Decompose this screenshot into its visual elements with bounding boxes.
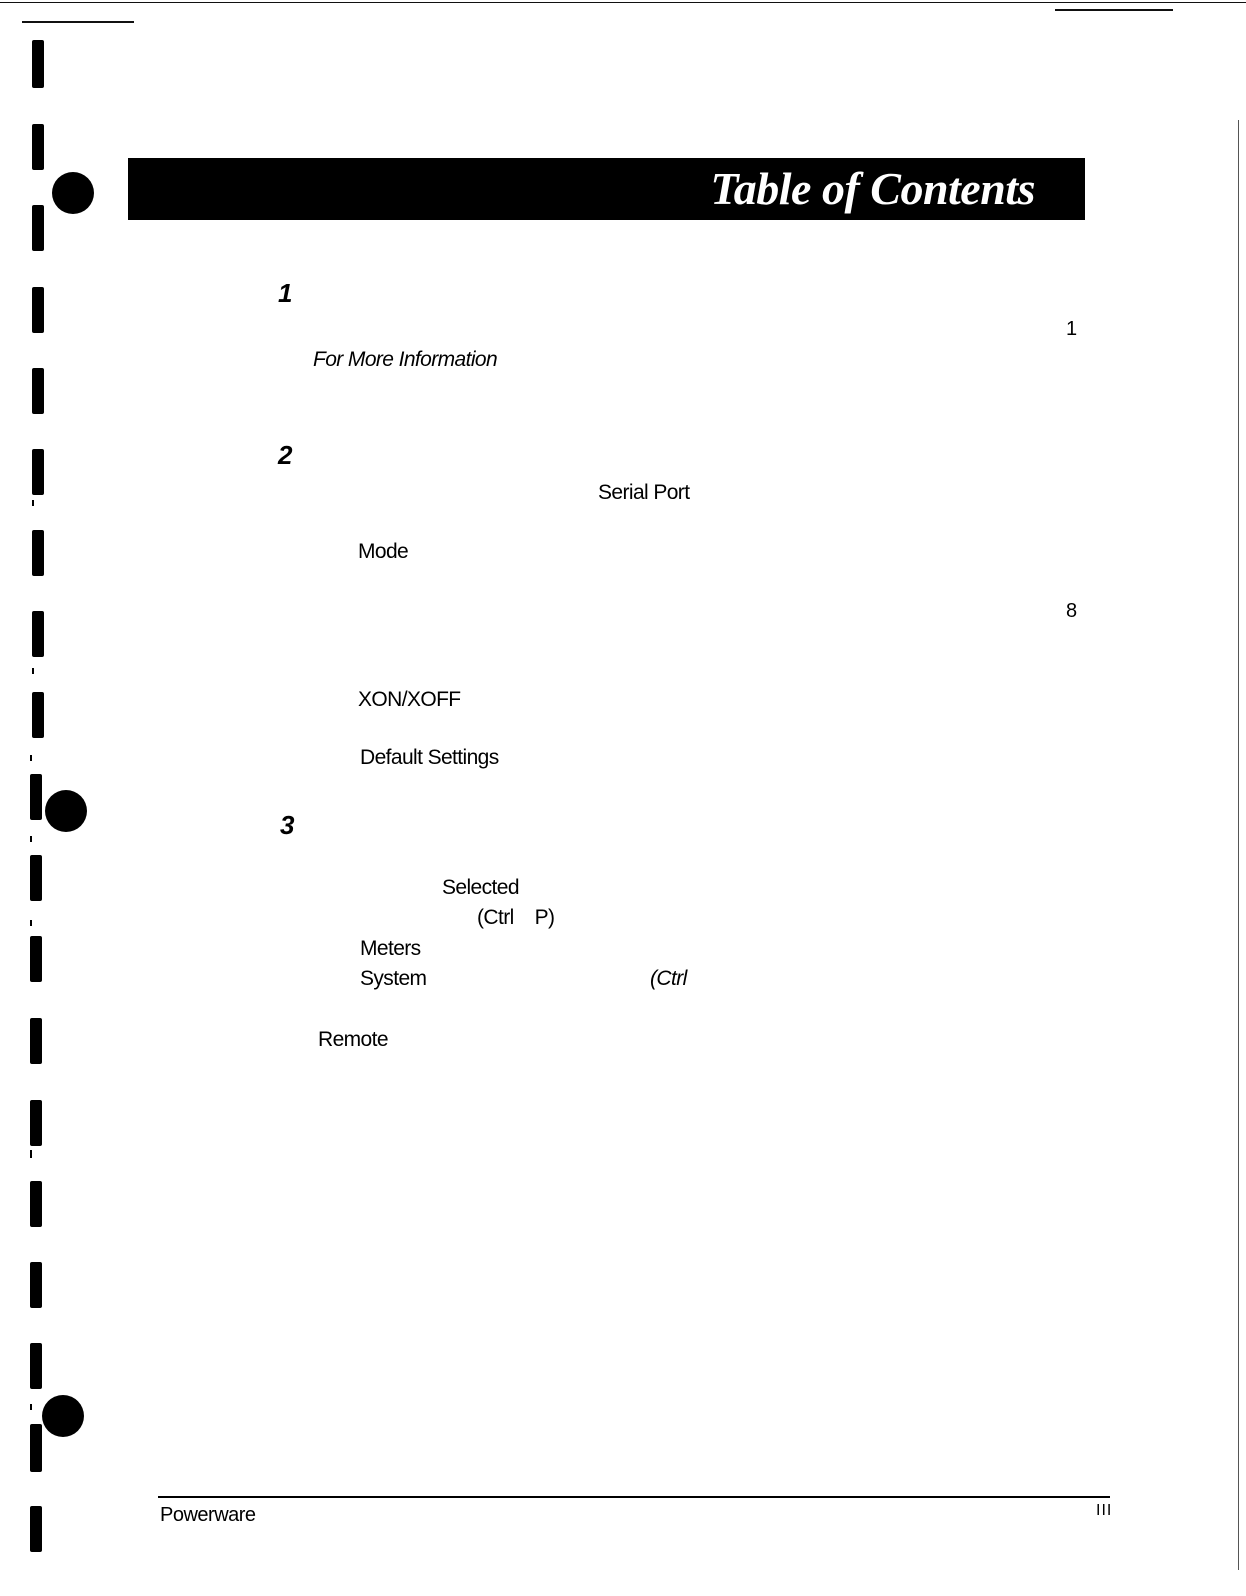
page-number: 8 bbox=[1066, 600, 1078, 622]
binding-bar bbox=[32, 692, 44, 738]
toc-entry: System bbox=[360, 967, 427, 990]
binding-bar bbox=[30, 774, 42, 820]
punch-hole bbox=[45, 790, 87, 832]
binding-bar bbox=[32, 611, 44, 657]
scan-speck bbox=[32, 668, 34, 674]
binding-bar bbox=[30, 1506, 42, 1552]
footer-page-number: III bbox=[1096, 1502, 1113, 1519]
title-banner bbox=[128, 158, 1085, 220]
footer-rule bbox=[158, 1496, 1110, 1498]
scan-speck bbox=[30, 836, 32, 842]
scan-speck bbox=[32, 500, 34, 506]
toc-entry: Remote bbox=[318, 1028, 388, 1051]
toc-entry: Selected bbox=[442, 876, 519, 899]
page-title: Table of Contents bbox=[710, 163, 1035, 214]
binding-bar bbox=[32, 530, 44, 576]
binding-bar bbox=[32, 205, 44, 251]
toc-entry: XON/XOFF bbox=[358, 688, 461, 711]
binding-bar bbox=[32, 124, 44, 170]
binding-bar bbox=[30, 855, 42, 901]
scan-edge-line bbox=[22, 21, 134, 23]
scan-speck bbox=[30, 1404, 32, 1410]
toc-entry: Meters bbox=[360, 937, 421, 960]
punch-hole bbox=[52, 172, 94, 214]
binding-bar bbox=[30, 1262, 42, 1308]
toc-entry: Default Settings bbox=[360, 746, 499, 769]
binding-bar bbox=[32, 287, 44, 333]
scan-speck bbox=[30, 755, 32, 761]
binding-bar bbox=[32, 40, 44, 88]
binding-bar bbox=[30, 1018, 42, 1064]
toc-entry: (Ctrl bbox=[650, 967, 687, 990]
scan-edge-line bbox=[1238, 120, 1239, 1570]
scan-speck bbox=[30, 1150, 32, 1158]
toc-entry: For More Information bbox=[313, 348, 498, 371]
binding-bar bbox=[30, 1424, 42, 1472]
toc-entry: Mode bbox=[358, 540, 409, 563]
toc-entry: Serial Port bbox=[598, 481, 690, 504]
chapter-number: 2 bbox=[278, 440, 293, 470]
binding-bar bbox=[30, 936, 42, 982]
scan-speck bbox=[30, 920, 32, 926]
punch-hole bbox=[42, 1395, 84, 1437]
binding-bar bbox=[32, 368, 44, 414]
binding-bar bbox=[30, 1100, 42, 1146]
chapter-number: 3 bbox=[280, 810, 295, 840]
toc-entry: (Ctrl P) bbox=[477, 906, 555, 929]
scan-edge-line bbox=[0, 2, 1246, 3]
page-number: 1 bbox=[1066, 318, 1078, 340]
scan-edge-line bbox=[1055, 9, 1173, 11]
binding-bar bbox=[32, 449, 44, 495]
binding-bar bbox=[30, 1181, 42, 1227]
footer-brand: Powerware bbox=[160, 1504, 256, 1526]
chapter-number: 1 bbox=[278, 278, 293, 308]
binding-bar bbox=[30, 1343, 42, 1389]
